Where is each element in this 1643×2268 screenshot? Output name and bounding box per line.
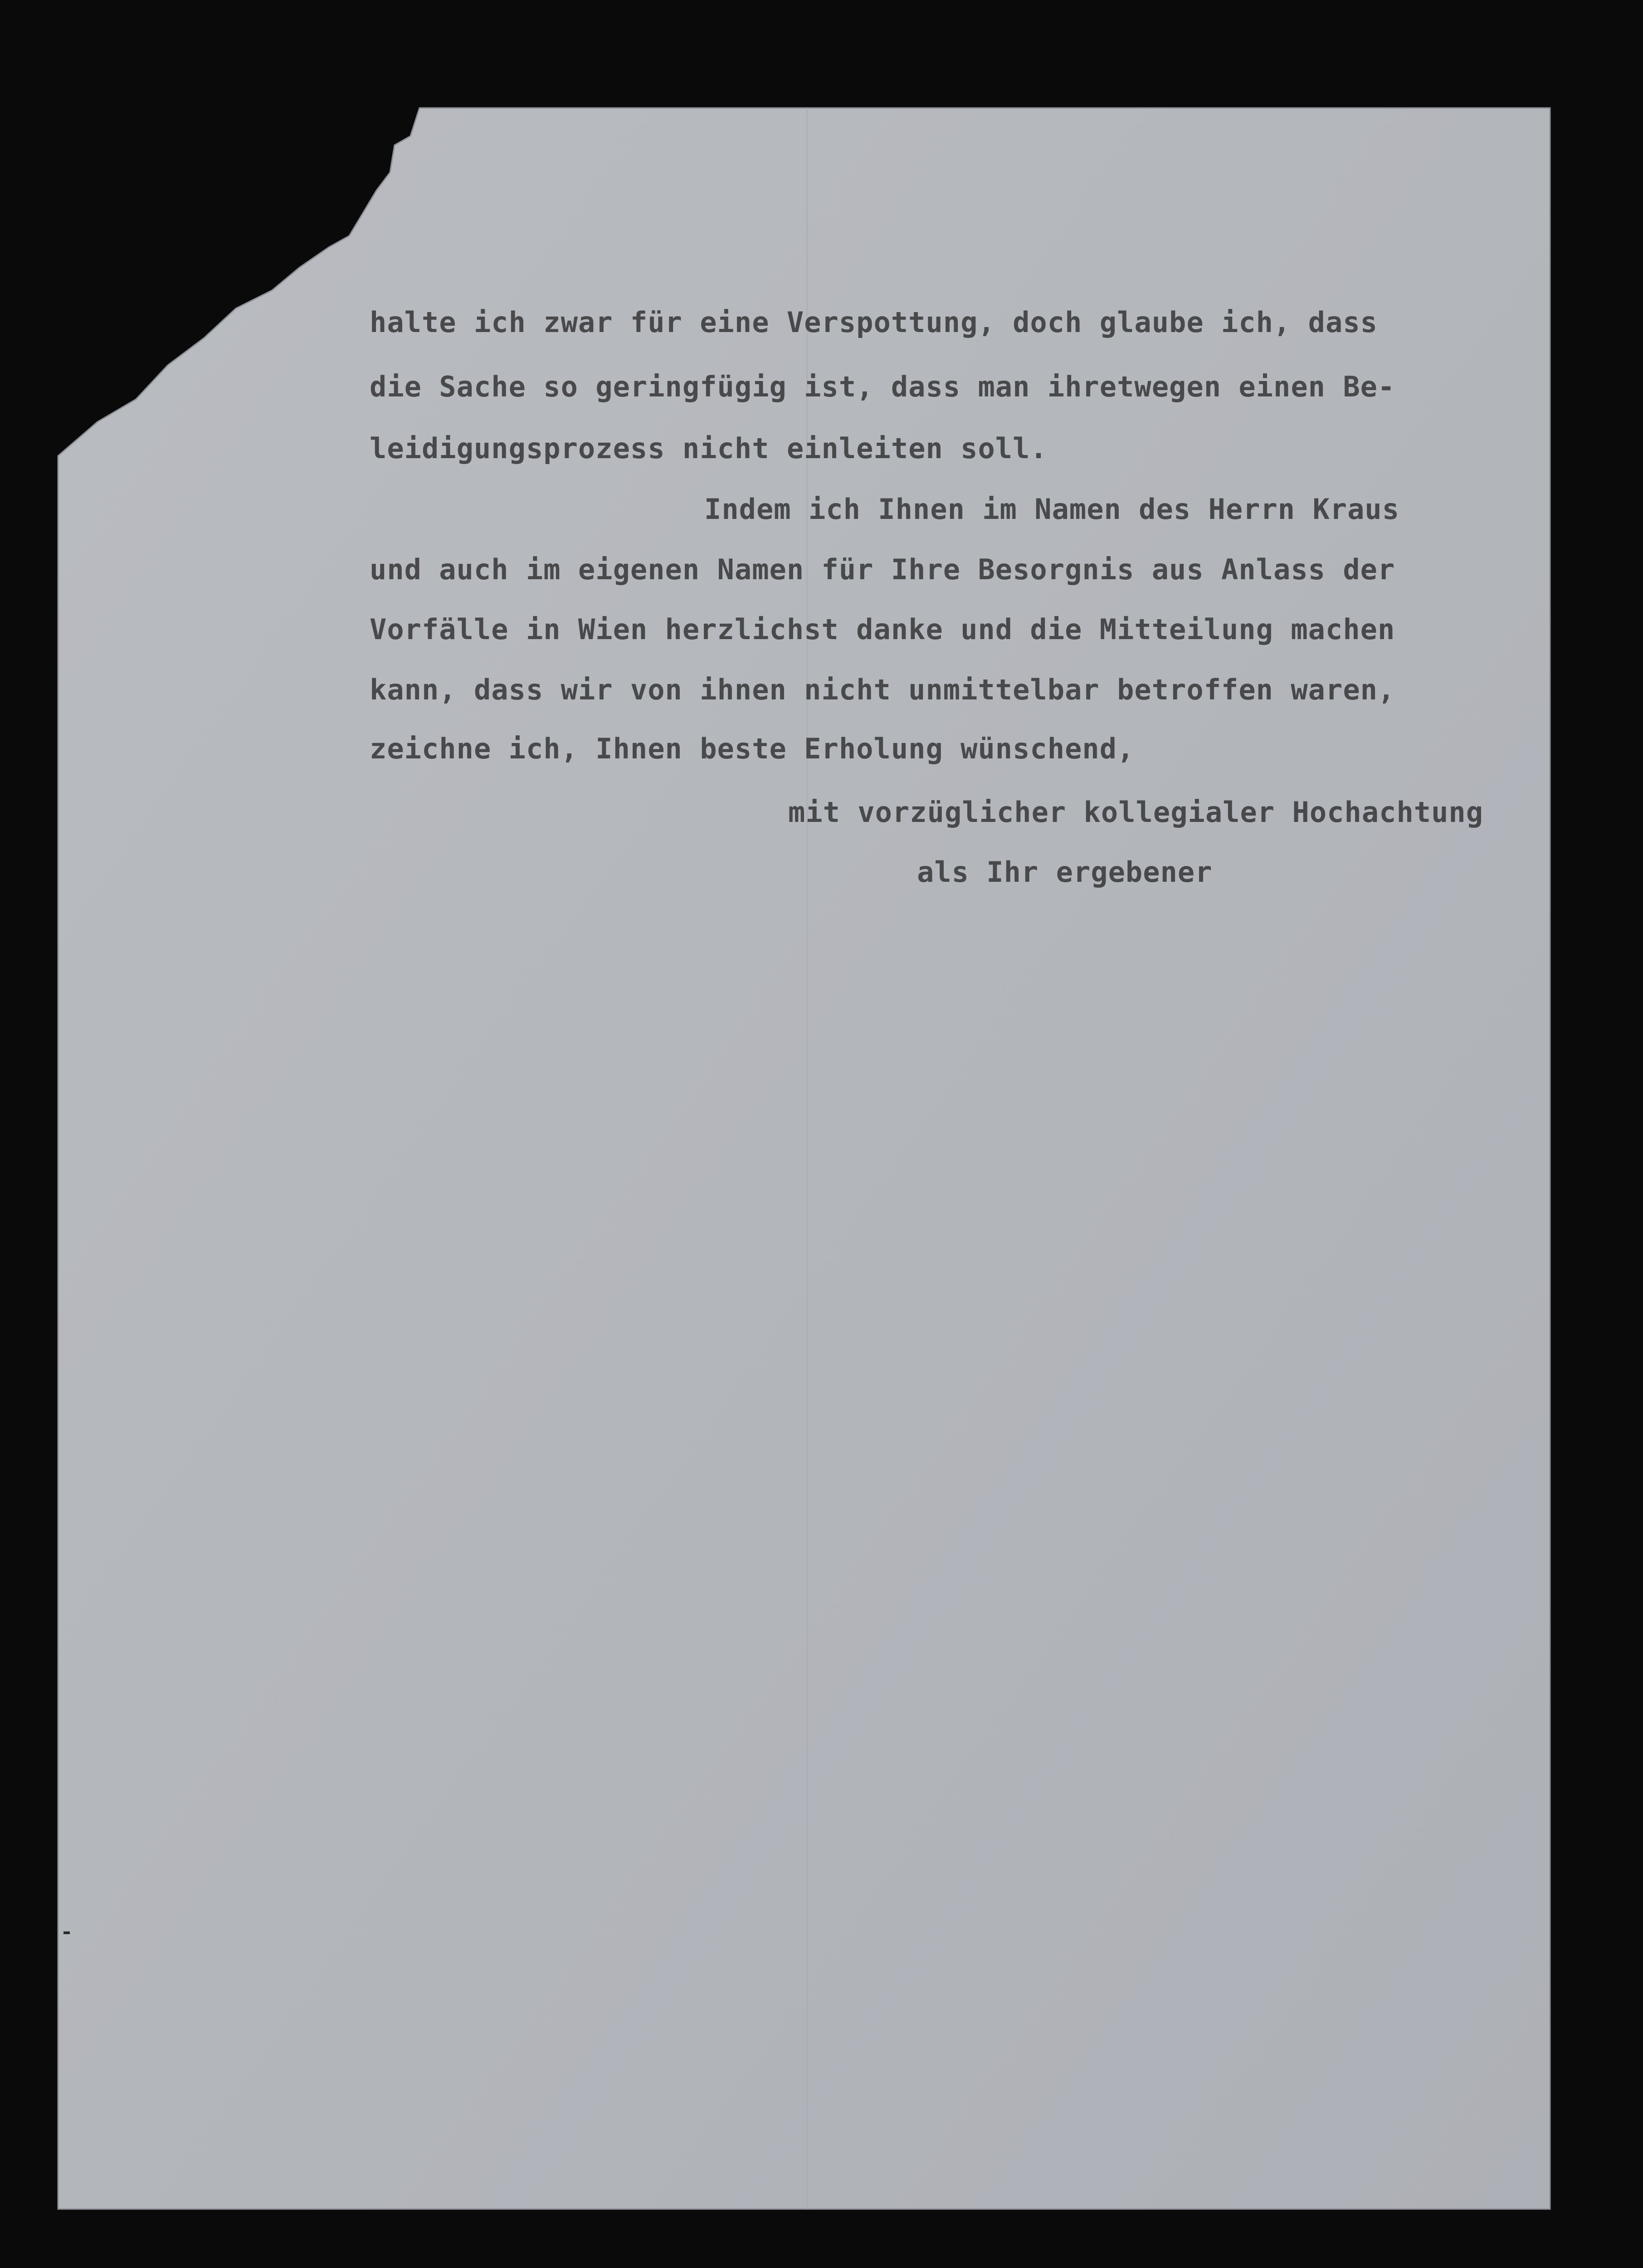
body-line-2: die Sache so geringfügig ist, dass man ihretwegen einen Be- (370, 370, 1395, 403)
body-line-6: Vorfälle in Wien herzlichst danke und die Mitteilung machen (370, 613, 1395, 646)
margin-mark (63, 1931, 70, 1934)
body-line-4: Indem ich Ihnen im Namen des Herrn Kraus (704, 493, 1400, 526)
body-line-1: halte ich zwar für eine Verspottung, doch glaube ich, dass (370, 306, 1378, 339)
body-line-7: kann, dass wir von ihnen nicht unmittelbar betroffen waren, (370, 673, 1395, 706)
body-line-5: und auch im eigenen Namen für Ihre Besorgnis aus Anlass der (370, 553, 1395, 586)
closing-salutation: mit vorzüglicher kollegialer Hochachtung (788, 796, 1484, 829)
closing-signoff: als Ihr ergebener (917, 855, 1213, 889)
body-line-8: zeichne ich, Ihnen beste Erholung wünschend, (370, 732, 1135, 765)
body-line-3: leidigungsprozess nicht einleiten soll. (370, 432, 1048, 465)
